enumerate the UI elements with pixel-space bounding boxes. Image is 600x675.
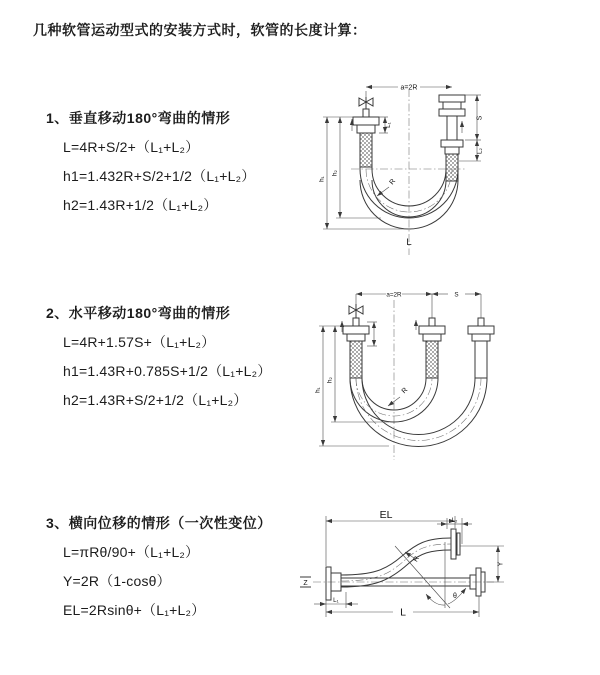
dim-label-r: R	[412, 555, 421, 564]
formula-line: EL=2Rsinθ+（L₁+L₂）	[63, 602, 206, 618]
dimension-lines	[319, 291, 481, 446]
hose-loops	[350, 378, 487, 447]
dim-label-r: R	[400, 386, 410, 396]
valve-icon	[359, 97, 373, 109]
section-horizontal-movement	[46, 303, 271, 410]
dim-label-h1: h₁	[314, 387, 322, 393]
section-2-heading: 2、水平移动180°弯曲的情形	[46, 305, 231, 321]
page-title: 几种软管运动型式的安装方式时，软管的长度计算：	[33, 22, 367, 38]
diagram-horizontal-u-bend	[309, 280, 597, 472]
dim-label-s: S	[454, 291, 459, 299]
centerlines	[313, 544, 494, 582]
dim-label-r: R	[388, 177, 398, 187]
diagram-lateral-displacement	[298, 496, 600, 658]
section-3-heading: 3、横向位移的情形（一次性变位）	[46, 515, 272, 531]
formula-line: Y=2R（1-cosθ）	[63, 573, 171, 589]
break-symbol-label: Z	[303, 580, 308, 587]
formula-line: L=4R+1.57S+（L₁+L₂）	[63, 334, 216, 350]
hose-fittings	[343, 318, 494, 378]
dim-label-l2: L₂	[476, 148, 484, 154]
dim-label-l: L	[400, 606, 406, 619]
formula-line: h1=1.432R+S/2+1/2（L₁+L₂）	[63, 168, 256, 184]
dim-label-y: Y	[497, 561, 505, 567]
dim-label-h2: h₂	[331, 170, 339, 176]
dim-label-h1: h₁	[318, 176, 326, 182]
valve-icon	[349, 304, 363, 318]
formula-line: h2=1.43R+S/2+1/2（L₁+L₂）	[63, 392, 248, 408]
formula-line: L=4R+S/2+（L₁+L₂）	[63, 139, 200, 155]
section-lateral-displacement	[46, 513, 272, 620]
formula-line: h2=1.43R+1/2（L₁+L₂）	[63, 197, 218, 213]
section-1-heading: 1、垂直移动180°弯曲的情形	[46, 110, 231, 126]
hose-fittings	[326, 529, 485, 600]
dim-label-a2r: a=2R	[386, 291, 402, 299]
dim-label-theta: θ	[453, 593, 457, 600]
formula-line: h1=1.43R+0.785S+1/2（L₁+L₂）	[63, 363, 272, 379]
dim-label-s: S	[476, 115, 484, 121]
diagram-vertical-u-bend	[309, 71, 587, 263]
dim-label-l1: L₁	[385, 122, 392, 128]
formula-line: L=πRθ/90+（L₁+L₂）	[63, 544, 200, 560]
dim-label-l: L	[406, 237, 412, 248]
dim-label-el: EL	[379, 509, 393, 521]
section-vertical-movement	[46, 108, 255, 215]
dimension-lines	[314, 516, 504, 617]
dim-label-h2: h₂	[326, 377, 334, 383]
dim-label-l2: L₂	[451, 517, 458, 524]
dim-label-a2r: a=2R	[400, 84, 418, 92]
dim-label-l1: L₁	[333, 597, 339, 604]
